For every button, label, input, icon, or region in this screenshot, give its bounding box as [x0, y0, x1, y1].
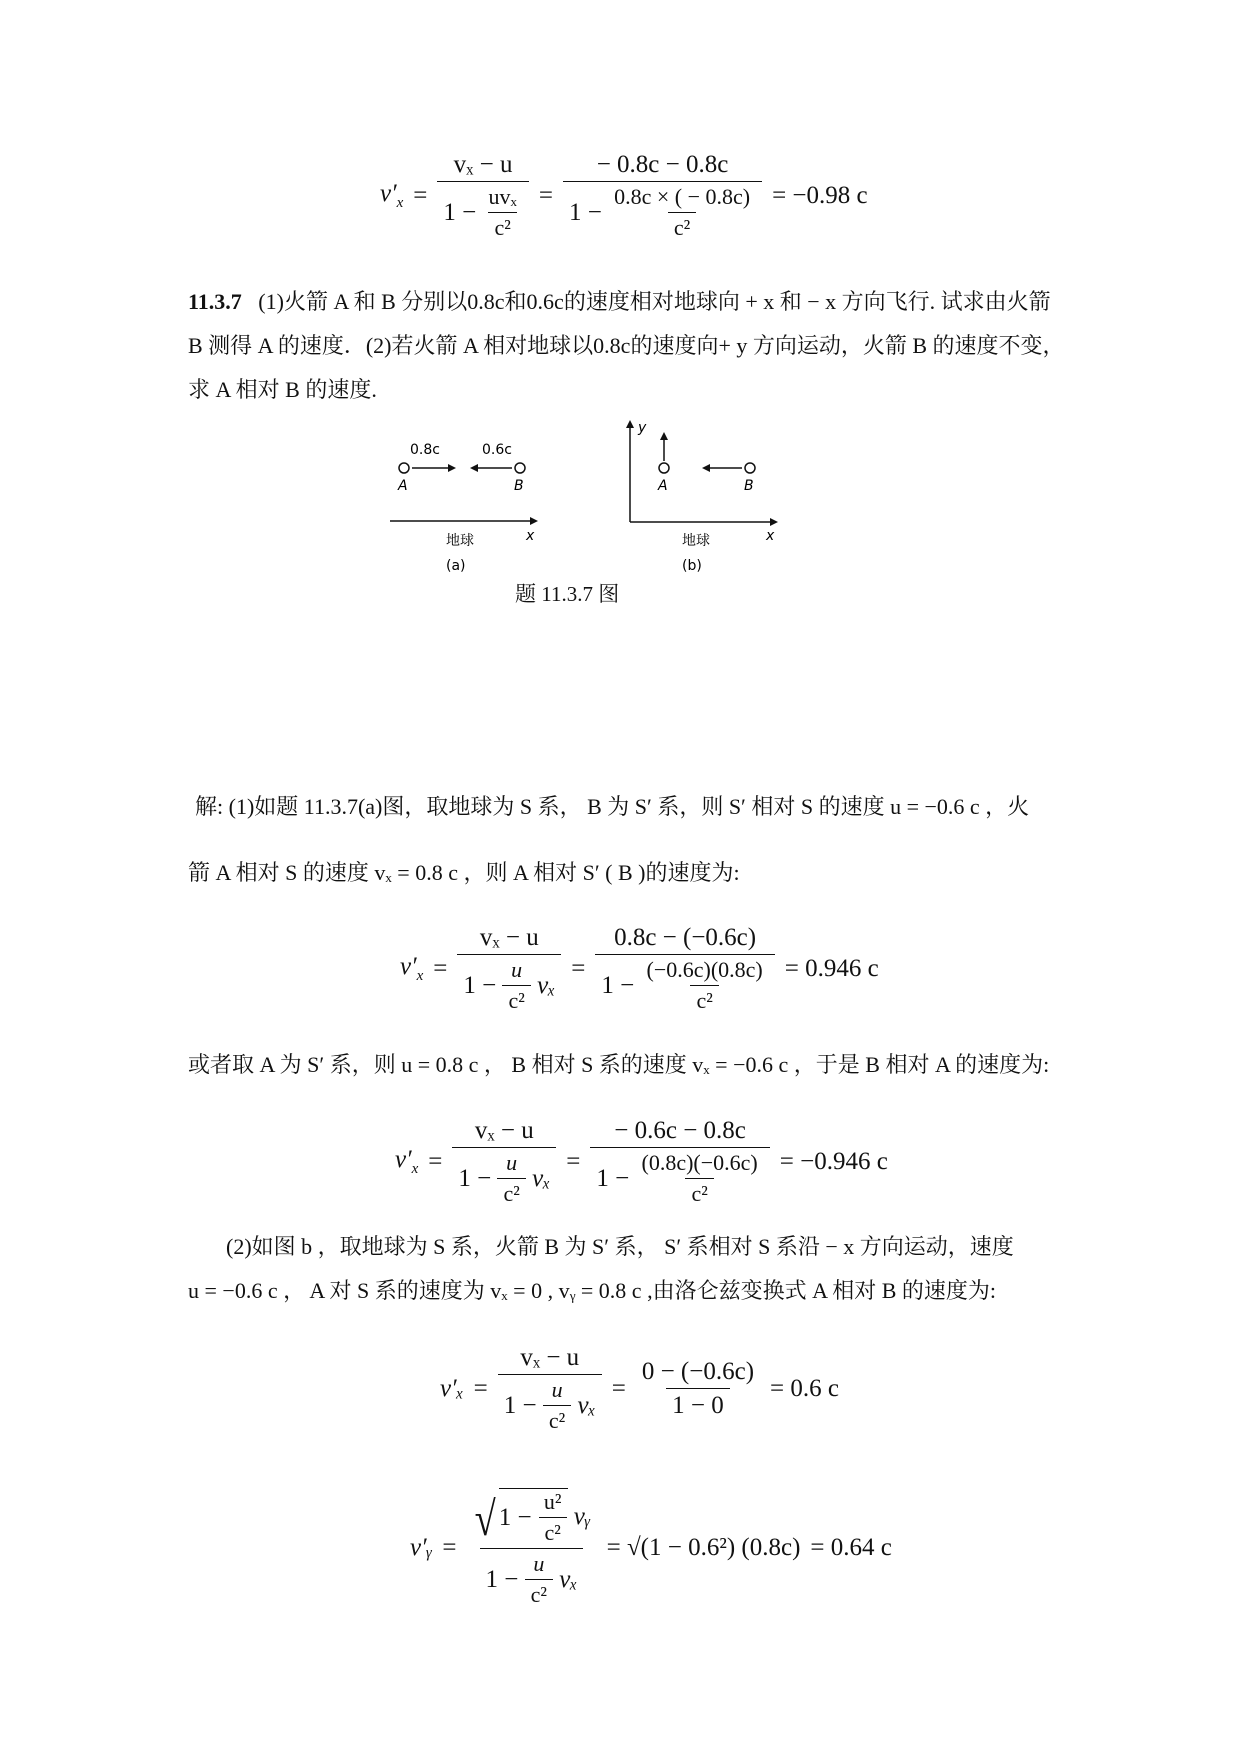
tag-b: (b): [682, 558, 702, 574]
svg-text:A: A: [658, 478, 668, 494]
lhs-vx-prime: $v'_x$: [380, 179, 404, 211]
svg-text:y: y: [638, 420, 647, 436]
point-b-circle-b: [745, 463, 755, 473]
earth-label-a: 地球: [446, 533, 474, 549]
earth-label-b: 地球: [682, 533, 710, 549]
figure-b: [626, 420, 778, 574]
svg-text:B: B: [514, 478, 524, 494]
equation-2: $v'_x$ = vₓ − u 1 − $\frac{u}{\text{c²}}$ vₓ = − 0.6c − 0.8c 1 − $\frac{(0.8c)(-0.6c)}{\text{c²}}$ = −0.946 c: [395, 1117, 888, 1206]
point-a-circle: [399, 463, 409, 473]
label-0-8c: 0.8c: [410, 442, 440, 458]
figure-11-3-7: [390, 418, 810, 588]
svg-text:A: A: [398, 478, 408, 494]
figure-caption: 题 11.3.7 图: [515, 582, 620, 606]
solution-intro: 解: (1)如题 11.3.7(a)图，取地球为 S 系， B 为 S′ 系，则 S′ 相对 S 的速度 u = −0.6 c ，火: [195, 794, 1030, 819]
solution-line2: 箭 A 相对 S 的速度 vₓ = 0.8 c ，则 A 相对 S′ ( B )的速度为:: [188, 860, 740, 885]
svg-text:x: x: [766, 528, 775, 544]
problem-statement: 11.3.7 (1)火箭 A 和 B 分别以0.8c和0.6c的速度相对地球向 + x 和 − x 方向飞行. 试求由火箭 B 测得 A 的速度．(2)若火箭 A 相对地球以0.8c的速度向+ y 方向运动，火箭 B 的速度不变， 求 A 相对 B 的速度.: [188, 289, 1065, 402]
problem-number: 11.3.7: [188, 289, 242, 314]
equation-3: v′ₓ = vₓ − u 1 − $\frac{u}{\text{c²}}$ vₓ = $\frac{0 - (-0.6c)}{1 - 0}$ = 0.6 c: [440, 1344, 839, 1433]
point-b-circle: [515, 463, 525, 473]
fraction-1: vₓ − u 1 − $\frac{\text{uvₓ}}{\text{c²}}$: [437, 152, 529, 239]
solution-line3: 或者取 A 为 S′ 系，则 u = 0.8 c ， B 相对 S 系的速度 vₓ = −0.6 c ，于是 B 相对 A 的速度为:: [188, 1052, 1050, 1077]
label-0-6c: 0.6c: [482, 442, 512, 458]
equation-top: $v'_x$ = vₓ − u 1 − $\frac{\text{uvₓ}}{\text{c²}}$ = − 0.8c − 0.8c 1 − $\frac{0.8c \times ( - 0.8c)}{\text{c²}}$ = −0.98 c: [380, 151, 868, 240]
svg-text:B: B: [744, 478, 754, 494]
figure-a: [390, 442, 538, 574]
solution-part2: (2)如图 b ，取地球为 S 系，火箭 B 为 S′ 系， S′ 系相对 S 系沿 − x 方向运动，速度 u = −0.6 c ， A 对 S 系的速度为 vₓ = 0 , vᵧ = 0.8 c ,由洛仑兹变换式 A 相对 B 的速度为:: [188, 1234, 1014, 1303]
tag-a: (a): [446, 558, 466, 574]
fraction-2: − 0.8c − 0.8c 1 − $\frac{0.8c \times ( - 0.8c)}{\text{c²}}$: [563, 152, 762, 239]
point-a-circle-b: [659, 463, 669, 473]
svg-text:x: x: [526, 528, 535, 544]
equation-1: $v'_x$ = vₓ − u 1 − $\frac{u}{\text{c²}}$ vₓ = 0.8c − (−0.6c) 1 − $\frac{(-0.6c)(0.8c)}{\text{c²}}$ = 0.946 c: [400, 924, 879, 1013]
result: = −0.98 c: [772, 182, 868, 209]
equation-4: v′ᵧ = √ 1 − $\frac{\text{u²}}{\text{c²}}$ vᵧ 1 − $\frac{u}{\text{c²}}$ vₓ = √(1 − 0.6²) (0.8c) = 0.64 c: [410, 1489, 892, 1607]
